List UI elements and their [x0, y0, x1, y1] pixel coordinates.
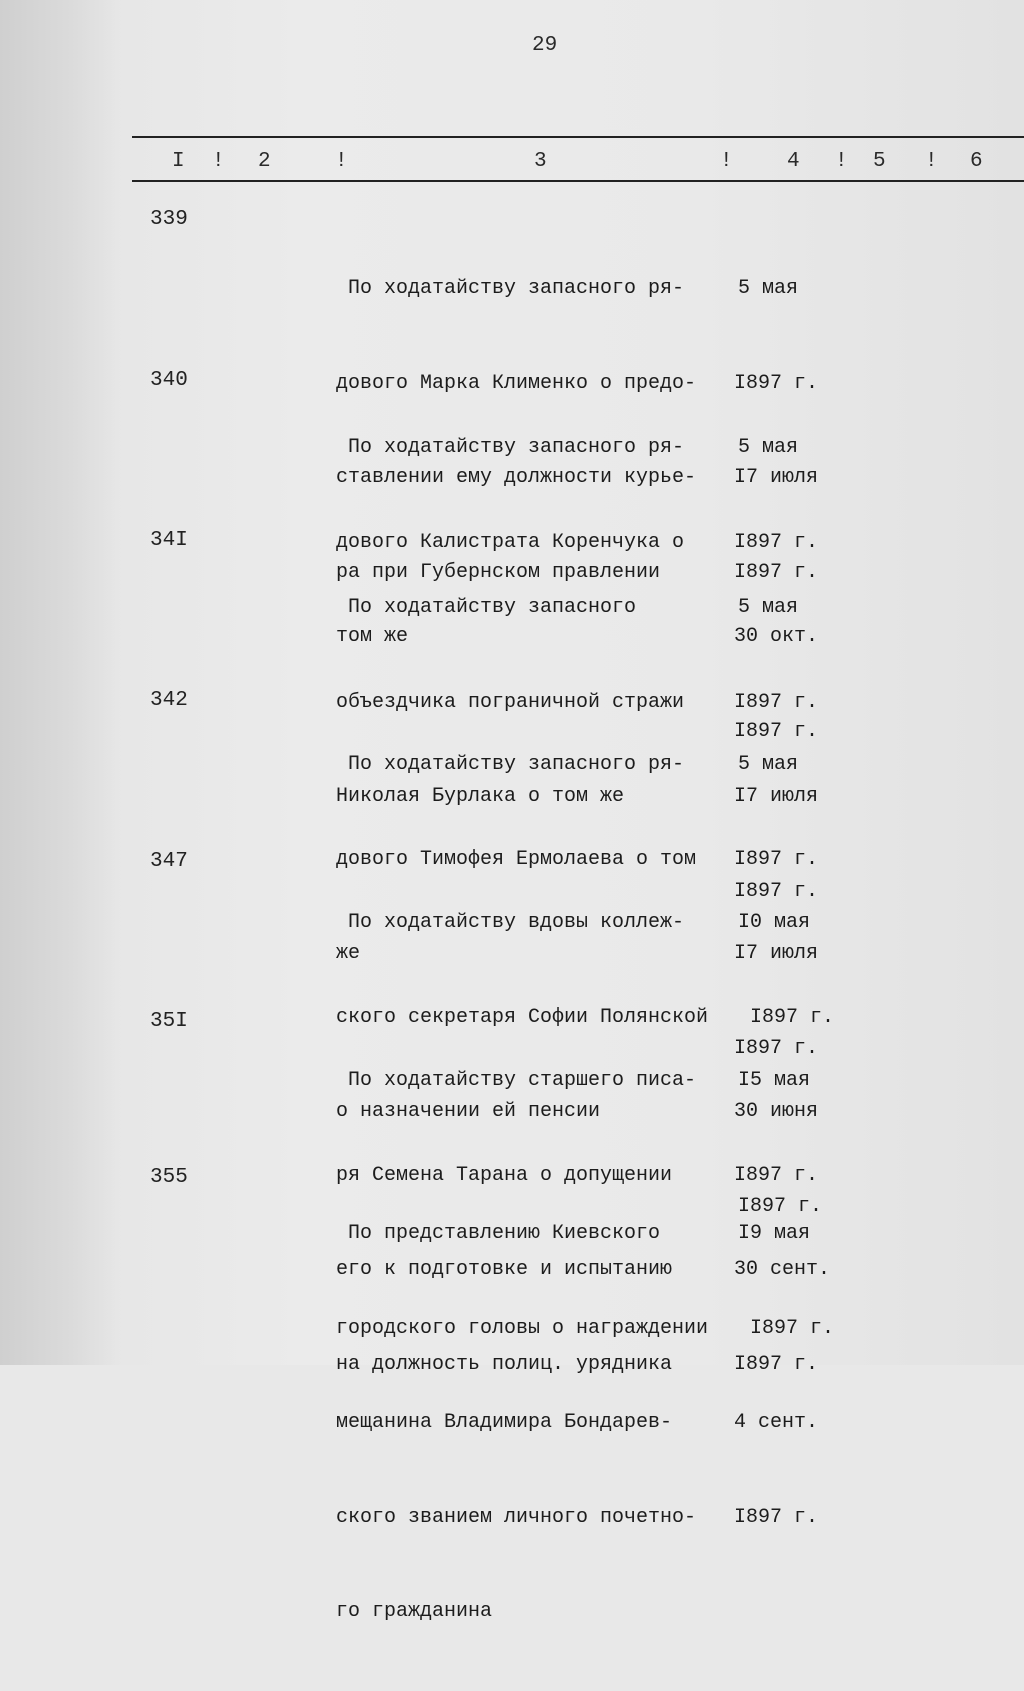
date-line: I897 г.	[750, 1005, 835, 1029]
description-line: ра при Губернском правлении	[336, 560, 661, 584]
page-number: 29	[532, 34, 558, 57]
description-line: По ходатайству запасного	[336, 596, 637, 619]
description-line: же	[336, 942, 361, 965]
description-line: По ходатайству старшего писа-	[348, 1069, 697, 1092]
binding-shadow	[0, 0, 120, 1365]
description-line: мещанина Владимира Бондарев-	[336, 1411, 673, 1434]
date-line: I897 г.	[738, 1194, 823, 1218]
description-line: дового Тимофея Ермолаева о том	[336, 847, 697, 871]
description-line: ского званием личного почетно-	[336, 1505, 697, 1529]
col-header-2: 2	[258, 150, 271, 173]
col-header-3: 3	[534, 150, 547, 173]
col-separator: !	[925, 150, 938, 173]
date-line: I897 г.	[734, 371, 819, 395]
entry-number: 342	[150, 689, 188, 712]
date-line: I0 мая	[738, 911, 811, 934]
date-line: 5 мая	[738, 277, 799, 300]
date-line: I897 г.	[734, 1352, 819, 1376]
description-line: Николая Бурлака о том же	[336, 785, 625, 808]
date-line: 5 мая	[738, 596, 799, 619]
description-line: го гражданина	[336, 1600, 493, 1623]
description-line: По представлению Киевского	[348, 1222, 661, 1245]
description-line: ставлении ему должности курье-	[336, 466, 697, 489]
description-line: По ходатайству запасного ря-	[348, 753, 685, 776]
date-line: I7 июля	[734, 942, 819, 965]
date-line: 5 мая	[738, 436, 799, 459]
col-header-6: 6	[970, 150, 983, 173]
description-line: о назначении ей пенсии	[336, 1100, 601, 1123]
date-line: I897 г.	[734, 560, 819, 584]
table-header-rule	[132, 180, 1024, 182]
date-line: 4 сент.	[734, 1411, 819, 1434]
date-line: I7 июля	[734, 785, 819, 808]
entry-number: 339	[150, 208, 188, 231]
entry-description	[336, 1155, 746, 1691]
description-line: дового Калистрата Коренчука о	[336, 530, 685, 554]
date-line: I897 г.	[734, 1163, 819, 1187]
col-separator: !	[720, 150, 733, 173]
col-separator: !	[335, 150, 348, 173]
description-line: ря Семена Тарана о допущении	[336, 1163, 673, 1187]
date-line: I897 г.	[734, 879, 819, 903]
entry-number: 347	[150, 850, 188, 873]
date-line: 5 мая	[738, 753, 799, 776]
date-line: I897 г.	[734, 847, 819, 871]
col-header-5: 5	[873, 150, 886, 173]
entry-number: 340	[150, 369, 188, 392]
date-line: I897 г.	[734, 530, 819, 554]
description-line: его к подготовке и испытанию	[336, 1258, 673, 1281]
col-separator: !	[212, 150, 225, 173]
description-line: По ходатайству вдовы коллеж-	[348, 911, 685, 934]
date-line: 30 окт.	[734, 625, 819, 648]
entry-dates	[734, 1155, 844, 1596]
date-line: I897 г.	[734, 719, 819, 743]
entry-number: 34I	[150, 529, 188, 552]
entry-number: 35I	[150, 1010, 188, 1033]
date-line: I897 г.	[734, 690, 819, 714]
date-line: 30 июня	[734, 1100, 819, 1123]
col-header-1: I	[172, 150, 185, 173]
description-line: том же	[336, 625, 409, 648]
col-separator: !	[835, 150, 848, 173]
date-line: I897 г.	[750, 1316, 835, 1340]
description-line: объездчика пограничной стражи	[336, 690, 685, 714]
description-line: городского головы о награждении	[336, 1316, 709, 1340]
date-line: I897 г.	[734, 1505, 819, 1529]
date-line: I7 июля	[734, 466, 819, 489]
entry-number: 355	[150, 1166, 188, 1189]
description-line: на должность полиц. урядника	[336, 1352, 673, 1376]
col-header-4: 4	[787, 150, 800, 173]
date-line: I9 мая	[738, 1222, 811, 1245]
date-line: I897 г.	[734, 1036, 819, 1060]
description-line: По ходатайству запасного ря-	[348, 436, 685, 459]
date-line: 30 сент.	[734, 1258, 831, 1281]
date-line: I5 мая	[738, 1069, 811, 1092]
description-line: По ходатайству запасного ря-	[348, 277, 685, 300]
description-line: дового Марка Клименко о предо-	[336, 371, 697, 395]
table-top-rule	[132, 136, 1024, 138]
description-line: ского секретаря Софии Полянской	[336, 1005, 709, 1029]
